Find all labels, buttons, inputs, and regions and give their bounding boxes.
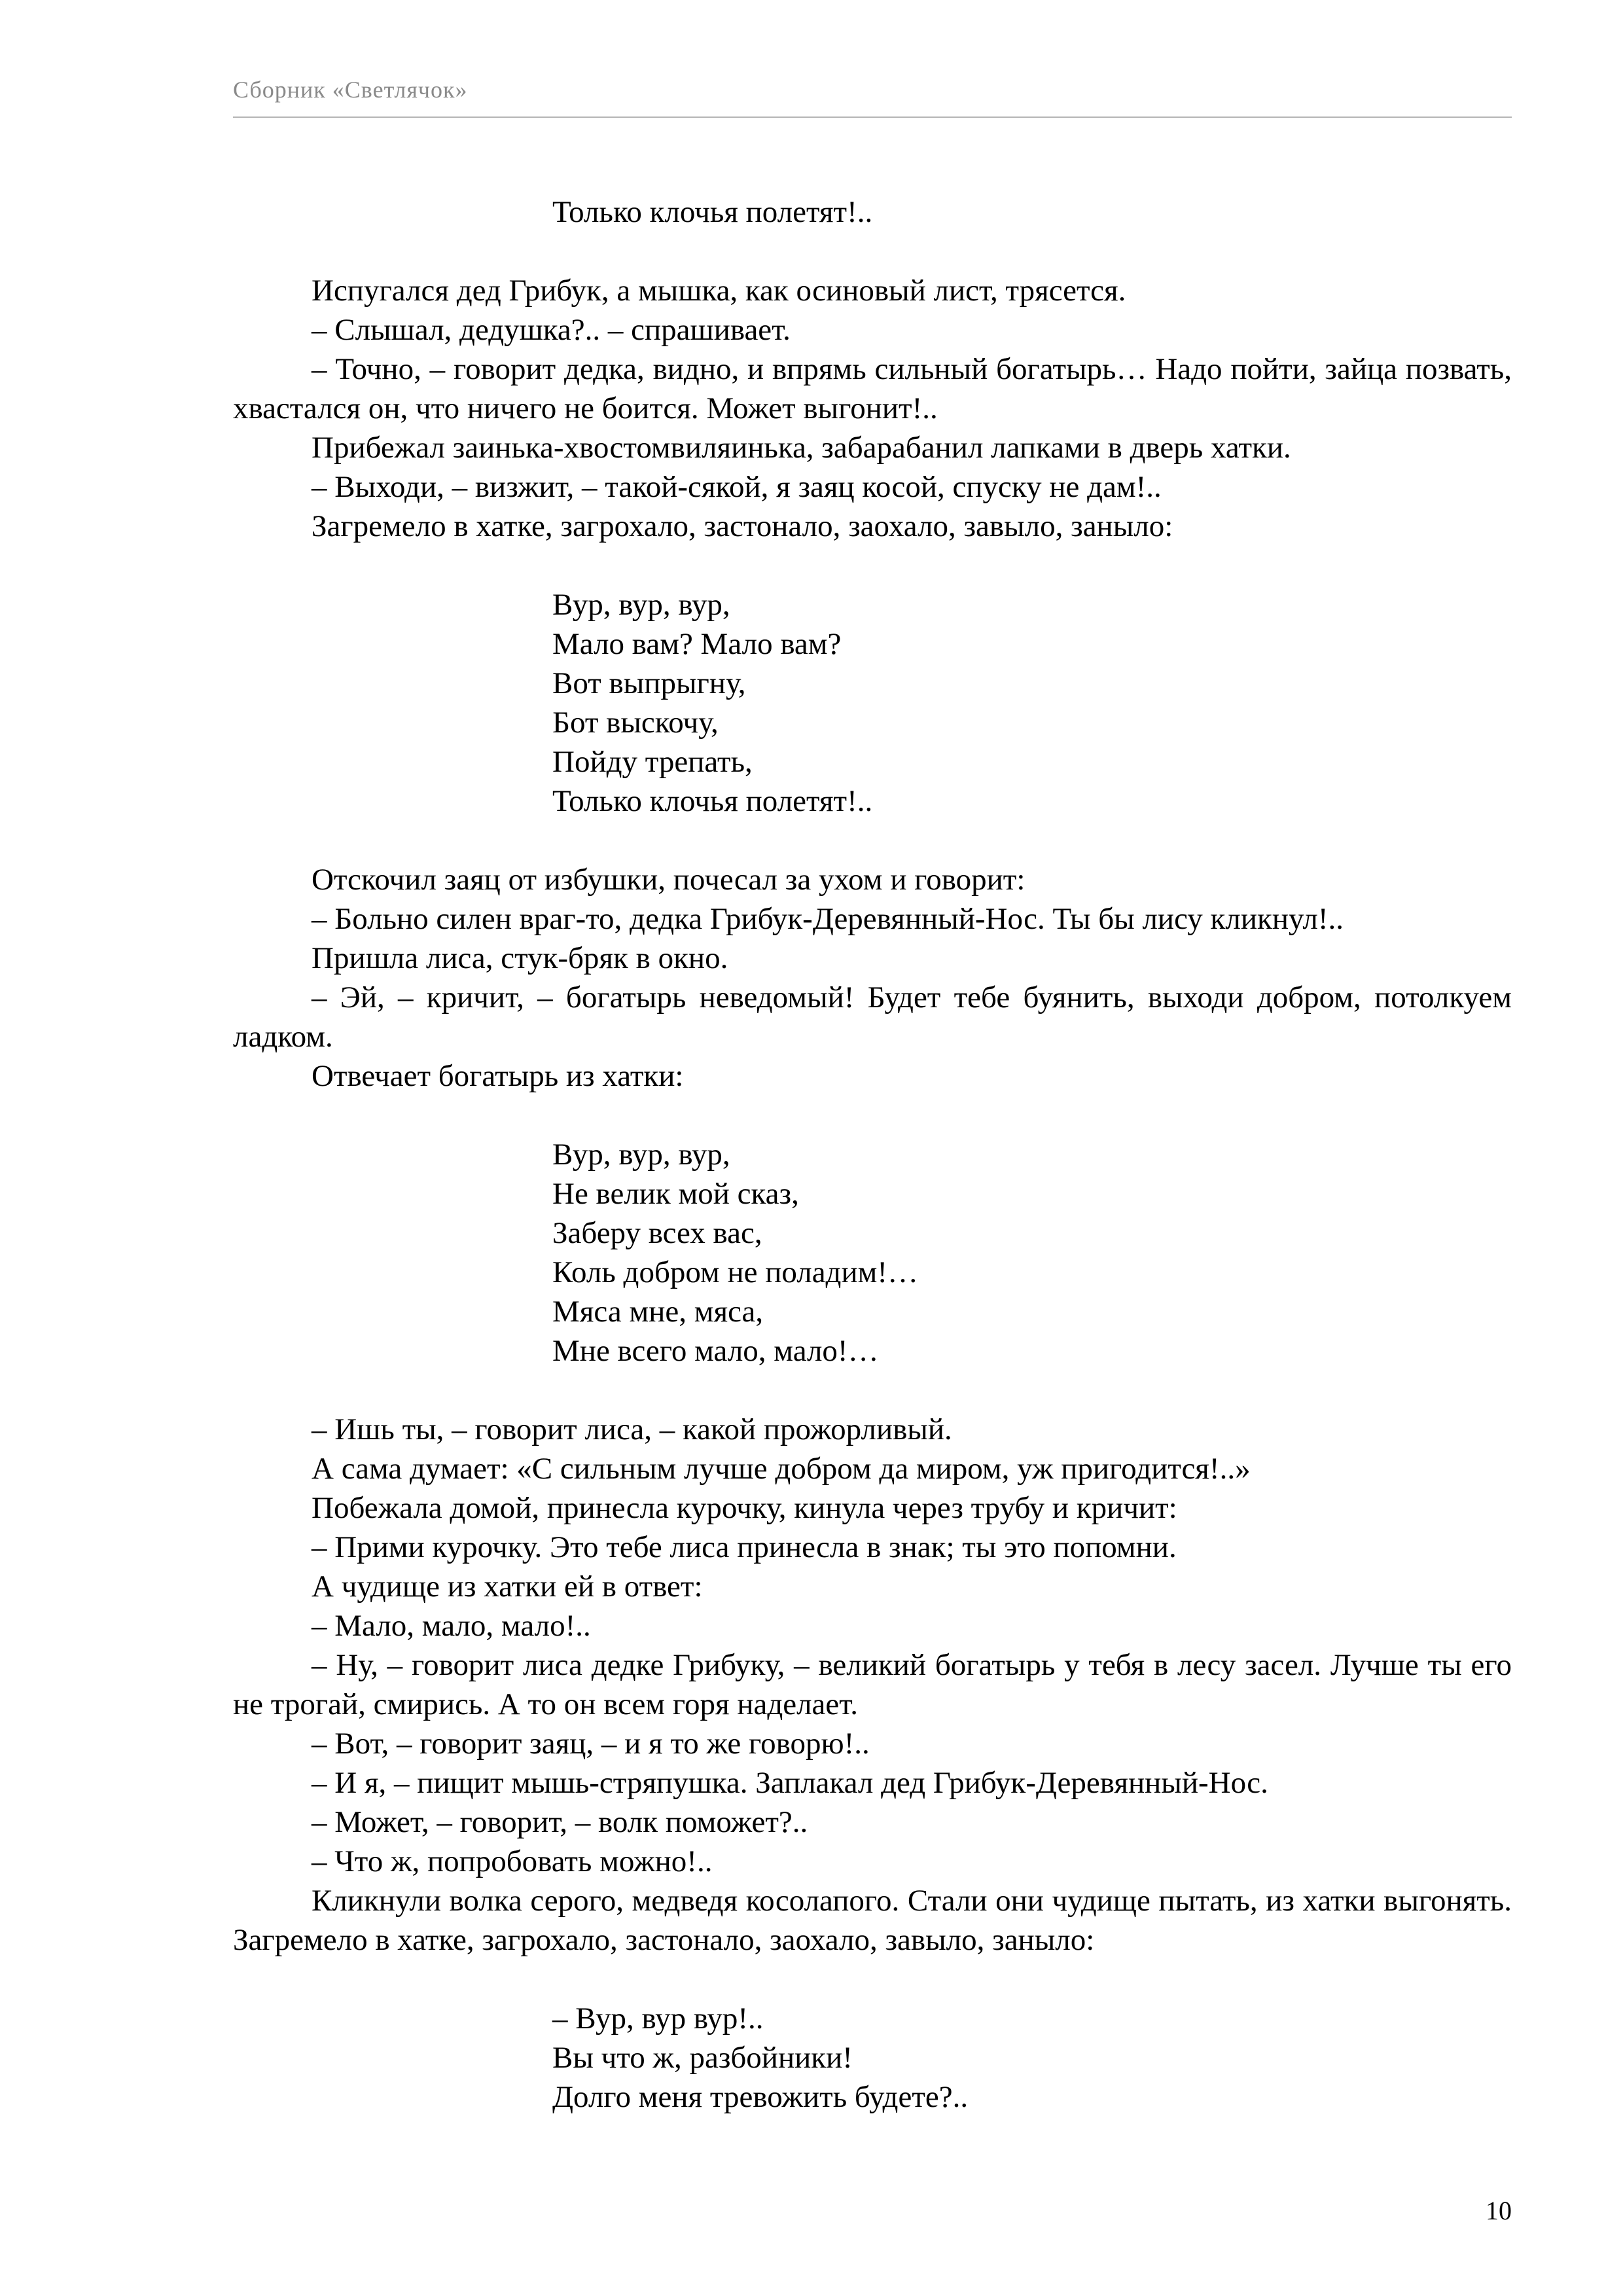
verse-line: – Вур, вур вур!.. <box>552 2001 764 2036</box>
verse-block <box>552 585 1512 821</box>
running-head: Сборник «Светлячок» <box>233 77 468 103</box>
paragraph: Побежала домой, принесла курочку, кинула через трубу и кричит: <box>312 1491 1177 1525</box>
paragraph: Кликнули волка серого, медведя косолапого. Стали они чудище пытать, из хатки выгонять. Загремело в хатке, загрохало, застонало, заохало, завыло, заныло: <box>233 1884 1512 1957</box>
header-rule <box>233 117 1512 118</box>
verse-line: Пойду трепать, <box>552 745 753 779</box>
paragraph: – Может, – говорит, – волк поможет?.. <box>312 1805 808 1839</box>
paragraph: – И я, – пищит мышь-стряпушка. Заплакал дед Грибук-Деревянный-Нос. <box>312 1766 1268 1800</box>
verse-line: Вы что ж, разбойники! <box>552 2041 853 2075</box>
verse-line: Коль добром не поладим!… <box>552 1255 919 1289</box>
verse-line: Мне всего мало, мало!… <box>552 1334 879 1368</box>
paragraph: – Слышал, дедушка?.. – спрашивает. <box>312 313 791 347</box>
paragraph: Загремело в хатке, загрохало, застонало, заохало, завыло, заныло: <box>312 509 1173 543</box>
verse-block <box>552 192 1512 232</box>
paragraph: Испугался дед Грибук, а мышка, как осиновый лист, трясется. <box>312 274 1126 308</box>
verse-line: Заберу всех вас, <box>552 1216 762 1250</box>
paragraph: – Прими курочку. Это тебе лиса принесла в знак; ты это попомни. <box>312 1530 1177 1564</box>
verse-line: Вур, вур, вур, <box>552 588 730 622</box>
paragraph: Отскочил заяц от избушки, почесал за ухом и говорит: <box>312 863 1026 897</box>
paragraph: – Ишь ты, – говорит лиса, – какой прожорливый. <box>312 1412 952 1446</box>
paragraph: – Ну, – говорит лиса дедке Грибуку, – великий богатырь у тебя в лесу засел. Лучше ты его не трогай, смирись. А то он всем горя наделает. <box>233 1648 1512 1721</box>
verse-line: Бот выскочу, <box>552 706 719 740</box>
body-text <box>233 192 1512 2156</box>
paragraph: – Точно, – говорит дедка, видно, и впрямь сильный богатырь… Надо пойти, зайца позвать, хвастался он, что ничего не боится. Может выгонит!.. <box>233 352 1512 425</box>
verse-line: Мало вам? Мало вам? <box>552 627 842 661</box>
verse-line: Мяса мне, мяса, <box>552 1295 764 1329</box>
verse-line: Долго меня тревожить будете?.. <box>552 2080 969 2114</box>
verse-block <box>552 1999 1512 2117</box>
paragraph: – Вот, – говорит заяц, – и я то же говорю!.. <box>312 1727 870 1761</box>
paragraph: – Больно силен враг-то, дедка Грибук-Деревянный-Нос. Ты бы лису кликнул!.. <box>312 902 1344 936</box>
page-number: 10 <box>1486 2196 1512 2225</box>
verse-block <box>552 1135 1512 1371</box>
paragraph: Пришла лиса, стук-бряк в окно. <box>312 941 728 975</box>
verse-line: Не велик мой сказ, <box>552 1177 799 1211</box>
paragraph: Прибежал заинька-хвостомвиляинька, забарабанил лапками в дверь хатки. <box>312 431 1291 465</box>
verse-line: Только клочья полетят!.. <box>552 784 873 818</box>
verse-line: Только клочья полетят!.. <box>552 195 873 229</box>
paragraph: – Выходи, – визжит, – такой-сякой, я заяц косой, спуску не дам!.. <box>312 470 1162 504</box>
paragraph: – Что ж, попробовать можно!.. <box>312 1844 713 1878</box>
paragraph: – Эй, – кричит, – богатырь неведомый! Будет тебе буянить, выходи добром, потолкуем ладком. <box>233 980 1512 1054</box>
verse-line: Вот выпрыгну, <box>552 666 746 700</box>
paragraph: – Мало, мало, мало!.. <box>312 1609 591 1643</box>
paragraph: Отвечает богатырь из хатки: <box>312 1059 684 1093</box>
verse-line: Вур, вур, вур, <box>552 1138 730 1172</box>
paragraph: А сама думает: «С сильным лучше добром да миром, уж пригодится!..» <box>312 1452 1251 1486</box>
paragraph: А чудище из хатки ей в ответ: <box>312 1570 703 1604</box>
